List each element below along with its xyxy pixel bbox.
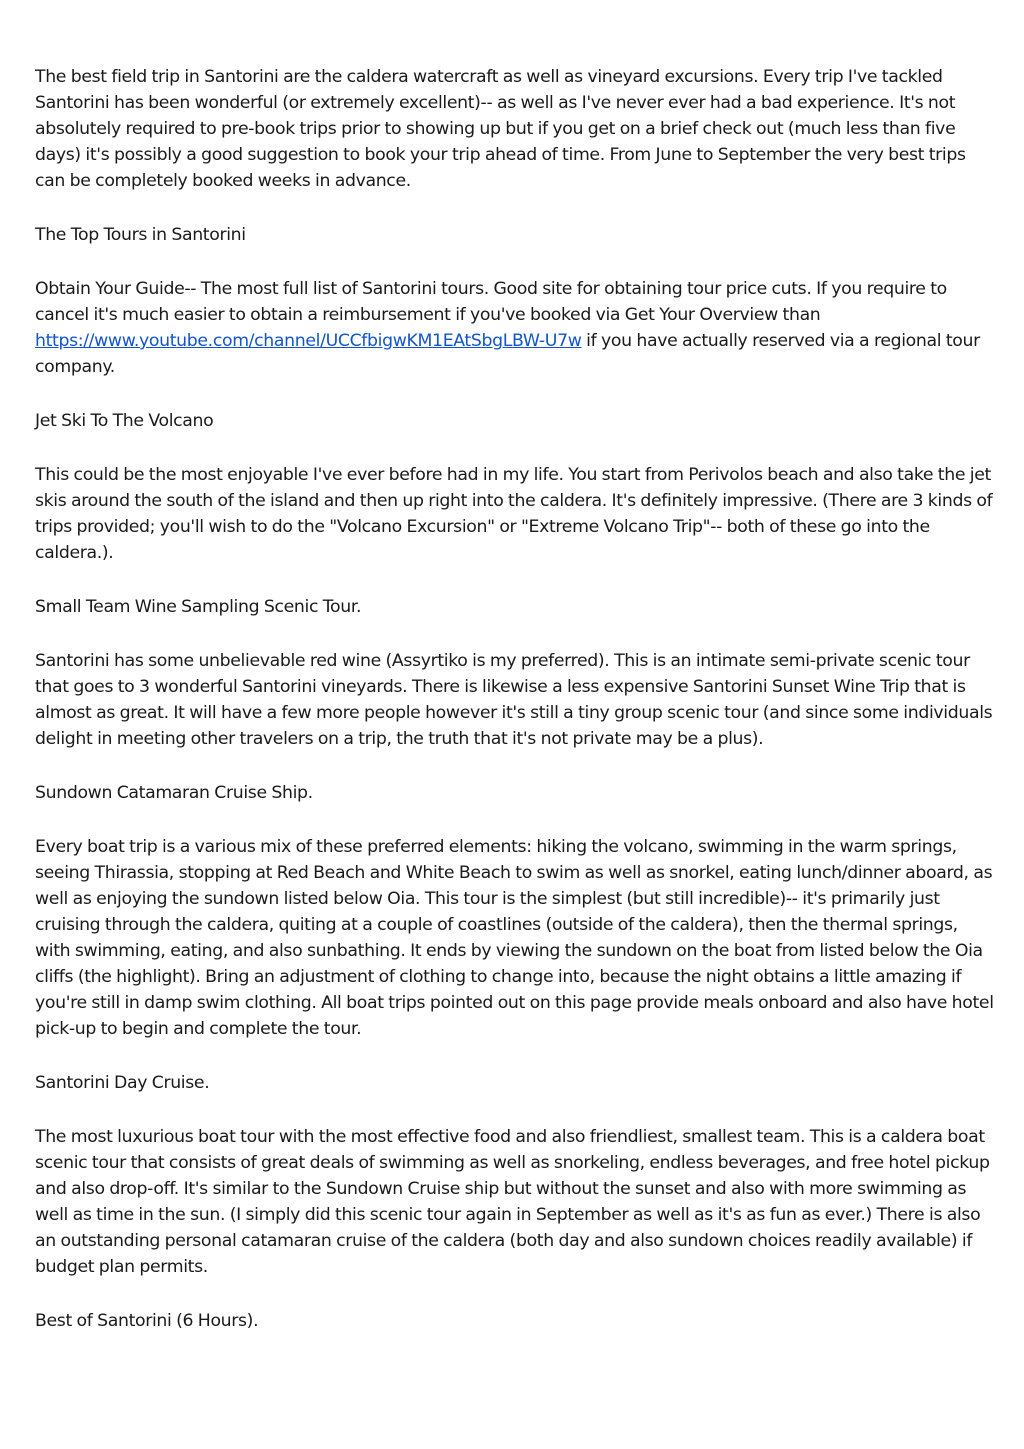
section-heading-wine-tour: Small Team Wine Sampling Scenic Tour.: [35, 597, 362, 617]
section-heading-jet-ski: Jet Ski To The Volcano: [35, 411, 214, 431]
section-heading-day-cruise: Santorini Day Cruise.: [35, 1073, 210, 1093]
sundown-cruise-paragraph: Every boat trip is a various mix of these preferred elements: hiking the volcano, swimming in the warm springs, seeing Thirassia, stopping at Red Beach and White Beach to swim as well as snorkel, eating lunch/dinner aboard, as well as enjoying the sundown listed below Oia. This tour is the simplest (but still incredible)-- it's primarily just cruising through the caldera, quiting at a couple of coastlines (outside of the caldera), then the thermal springs, with swimming, eating, and also sunbathing. It ends by viewing the sundown on the boat from listed below the Oia cliffs (the highlight). Bring an adjustment of clothing to change into, because the night obtains a little amazing if you're still in damp swim clothing. All boat trips pointed out on this page provide meals onboard and also have hotel pick-up to begin and complete the tour.: [35, 837, 994, 1039]
day-cruise-paragraph: The most luxurious boat tour with the most effective food and also friendliest, smallest team. This is a caldera boat scenic tour that consists of great deals of swimming as well as snorkeling, endless beverages, and free hotel pickup and also drop-off. It's similar to the Sundown Cruise ship but without the sunset and also with more swimming as well as time in the sun. (I simply did this scenic tour again in September as well as it's as fun as ever.) There is also an outstanding personal catamaran cruise of the caldera (both day and also sundown choices readily available) if budget plan permits.: [35, 1127, 990, 1277]
wine-tour-paragraph: Santorini has some unbelievable red wine (Assyrtiko is my preferred). This is an intimate semi-private scenic tour that goes to 3 wonderful Santorini vineyards. There is likewise a less expensive Santorini Sunset Wine Trip that is almost as great. It will have a few more people however it's still a tiny group scenic tour (and since some individuals delight in meeting other travelers on a trip, the truth that it's not private may be a plus).: [35, 651, 993, 749]
section-heading-best-of-santorini: Best of Santorini (6 Hours).: [35, 1311, 259, 1331]
section-heading-top-tours: The Top Tours in Santorini: [35, 225, 246, 245]
document-page: [35, 64, 995, 1362]
paragraph-text: Obtain Your Guide-- The most full list of Santorini tours. Good site for obtaining tour price cuts. If you require to cancel it's much easier to obtain a reimbursement if you've booked via Get Your Overview than: [35, 279, 947, 325]
get-your-guide-paragraph: [35, 276, 995, 380]
section-heading-sundown-cruise: Sundown Catamaran Cruise Ship.: [35, 783, 313, 803]
paragraph-text: if you have actually reserved via a regional tour company.: [35, 331, 980, 377]
intro-paragraph: The best field trip in Santorini are the caldera watercraft as well as vineyard excursions. Every trip I've tackled Santorini has been wonderful (or extremely excellent)-- as well as I've never ever had a bad experience. It's not absolutely required to pre-book trips prior to showing up but if you get on a brief check out (much less than five days) it's possibly a good suggestion to book your trip ahead of time. From June to September the very best trips can be completely booked weeks in advance.: [35, 67, 966, 191]
youtube-channel-link[interactable]: https://www.youtube.com/channel/UCCfbigwKM1EAtSbgLBW-U7w: [35, 331, 582, 351]
jet-ski-paragraph: This could be the most enjoyable I've ever before had in my life. You start from Perivolos beach and also take the jet skis around the south of the island and then up right into the caldera. It's definitely impressive. (There are 3 kinds of trips provided; you'll wish to do the "Volcano Excursion" or "Extreme Volcano Trip"-- both of these go into the caldera.).: [35, 465, 993, 563]
